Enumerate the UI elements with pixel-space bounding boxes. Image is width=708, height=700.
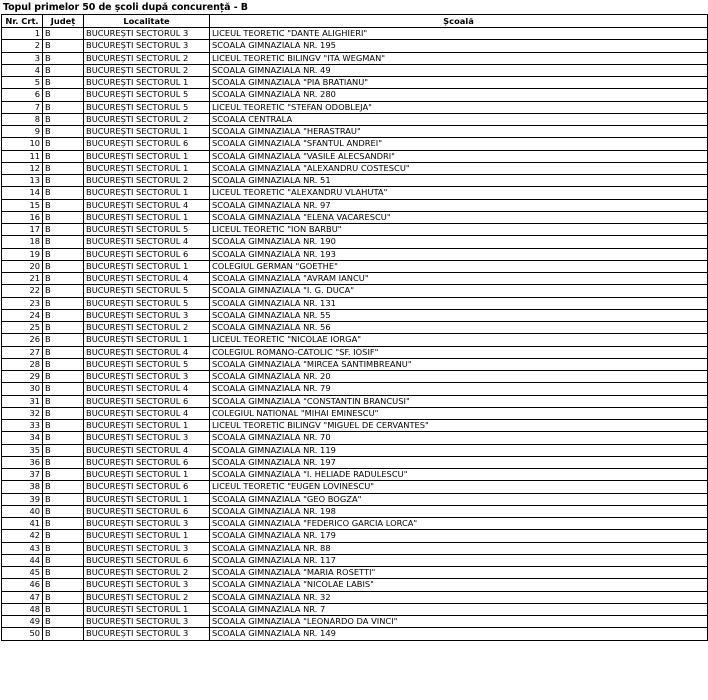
cell-scoala: SCOALA GIMNAZIALA NR. 56 (210, 322, 708, 334)
cell-localitate: BUCUREȘTI SECTORUL 6 (84, 248, 210, 260)
table-row (2, 469, 708, 481)
cell-nr-crt: 35 (2, 444, 43, 456)
cell-scoala: SCOALA CENTRALA (210, 113, 708, 125)
cell-localitate: BUCUREȘTI SECTORUL 2 (84, 567, 210, 579)
cell-judet: B (43, 444, 84, 456)
table-row (2, 616, 708, 628)
header-scoala: Școală (210, 15, 708, 28)
cell-localitate: BUCUREȘTI SECTORUL 3 (84, 628, 210, 640)
cell-scoala: LICEUL TEORETIC BILINGV "ITA WEGMAN" (210, 52, 708, 64)
table-row (2, 175, 708, 187)
cell-nr-crt: 1 (2, 28, 43, 40)
cell-scoala: SCOALA GIMNAZIALA NR. 198 (210, 505, 708, 517)
cell-localitate: BUCUREȘTI SECTORUL 3 (84, 309, 210, 321)
table-row (2, 567, 708, 579)
cell-nr-crt: 15 (2, 199, 43, 211)
cell-judet: B (43, 493, 84, 505)
schools-table (1, 14, 708, 641)
cell-localitate: BUCUREȘTI SECTORUL 1 (84, 260, 210, 272)
cell-localitate: BUCUREȘTI SECTORUL 1 (84, 469, 210, 481)
cell-nr-crt: 45 (2, 567, 43, 579)
cell-nr-crt: 27 (2, 346, 43, 358)
cell-judet: B (43, 273, 84, 285)
cell-nr-crt: 38 (2, 481, 43, 493)
table-row (2, 395, 708, 407)
table-row (2, 322, 708, 334)
cell-scoala: SCOALA GIMNAZIALA "HERASTRAU" (210, 126, 708, 138)
cell-judet: B (43, 248, 84, 260)
cell-judet: B (43, 211, 84, 223)
cell-localitate: BUCUREȘTI SECTORUL 5 (84, 89, 210, 101)
cell-localitate: BUCUREȘTI SECTORUL 3 (84, 579, 210, 591)
table-row (2, 383, 708, 395)
cell-localitate: BUCUREȘTI SECTORUL 2 (84, 322, 210, 334)
cell-localitate: BUCUREȘTI SECTORUL 5 (84, 285, 210, 297)
cell-scoala: SCOALA GIMNAZIALA NR. 49 (210, 64, 708, 76)
cell-scoala: SCOALA GIMNAZIALA NR. 117 (210, 554, 708, 566)
cell-scoala: SCOALA GIMNAZIALA NR. 195 (210, 40, 708, 52)
cell-nr-crt: 29 (2, 371, 43, 383)
table-body (2, 28, 708, 641)
cell-scoala: SCOALA GIMNAZIALA "I. HELIADE RADULESCU" (210, 469, 708, 481)
cell-localitate: BUCUREȘTI SECTORUL 2 (84, 52, 210, 64)
table-row (2, 420, 708, 432)
cell-judet: B (43, 113, 84, 125)
table-row (2, 505, 708, 517)
cell-nr-crt: 37 (2, 469, 43, 481)
cell-judet: B (43, 346, 84, 358)
cell-nr-crt: 16 (2, 211, 43, 223)
cell-judet: B (43, 297, 84, 309)
cell-nr-crt: 49 (2, 616, 43, 628)
cell-nr-crt: 10 (2, 138, 43, 150)
table-row (2, 554, 708, 566)
page-title: Topul primelor 50 de școli după concurență - B (3, 2, 248, 13)
cell-scoala: SCOALA GIMNAZIALA "NICOLAE LABIS" (210, 579, 708, 591)
cell-judet: B (43, 322, 84, 334)
cell-scoala: SCOALA GIMNAZIALA NR. 131 (210, 297, 708, 309)
table-row (2, 113, 708, 125)
cell-localitate: BUCUREȘTI SECTORUL 2 (84, 175, 210, 187)
cell-scoala: LICEUL TEORETIC "ION BARBU" (210, 224, 708, 236)
cell-judet: B (43, 40, 84, 52)
cell-judet: B (43, 432, 84, 444)
cell-nr-crt: 25 (2, 322, 43, 334)
cell-judet: B (43, 309, 84, 321)
cell-nr-crt: 11 (2, 150, 43, 162)
cell-scoala: LICEUL TEORETIC "NICOLAE IORGA" (210, 334, 708, 346)
cell-judet: B (43, 481, 84, 493)
cell-scoala: SCOALA GIMNAZIALA "I. G. DUCA" (210, 285, 708, 297)
table-row (2, 371, 708, 383)
cell-localitate: BUCUREȘTI SECTORUL 3 (84, 518, 210, 530)
table-row (2, 346, 708, 358)
cell-judet: B (43, 224, 84, 236)
cell-scoala: SCOALA GIMNAZIALA NR. 149 (210, 628, 708, 640)
cell-judet: B (43, 407, 84, 419)
cell-localitate: BUCUREȘTI SECTORUL 4 (84, 383, 210, 395)
cell-nr-crt: 40 (2, 505, 43, 517)
cell-localitate: BUCUREȘTI SECTORUL 2 (84, 113, 210, 125)
table-row (2, 224, 708, 236)
cell-judet: B (43, 554, 84, 566)
table-header (2, 15, 708, 28)
cell-nr-crt: 13 (2, 175, 43, 187)
cell-nr-crt: 36 (2, 456, 43, 468)
cell-localitate: BUCUREȘTI SECTORUL 1 (84, 126, 210, 138)
cell-localitate: BUCUREȘTI SECTORUL 6 (84, 395, 210, 407)
cell-scoala: SCOALA GIMNAZIALA "MARIA ROSETTI" (210, 567, 708, 579)
cell-nr-crt: 30 (2, 383, 43, 395)
cell-localitate: BUCUREȘTI SECTORUL 3 (84, 432, 210, 444)
table-row (2, 591, 708, 603)
cell-nr-crt: 21 (2, 273, 43, 285)
cell-nr-crt: 8 (2, 113, 43, 125)
cell-localitate: BUCUREȘTI SECTORUL 5 (84, 101, 210, 113)
cell-localitate: BUCUREȘTI SECTORUL 5 (84, 358, 210, 370)
cell-localitate: BUCUREȘTI SECTORUL 3 (84, 371, 210, 383)
table-row (2, 199, 708, 211)
cell-nr-crt: 32 (2, 407, 43, 419)
cell-scoala: SCOALA GIMNAZIALA NR. 280 (210, 89, 708, 101)
cell-localitate: BUCUREȘTI SECTORUL 1 (84, 420, 210, 432)
table-row (2, 628, 708, 640)
cell-judet: B (43, 187, 84, 199)
cell-localitate: BUCUREȘTI SECTORUL 2 (84, 591, 210, 603)
table-row (2, 334, 708, 346)
cell-scoala: LICEUL TEORETIC BILINGV "MIGUEL DE CERVANTES" (210, 420, 708, 432)
table-row (2, 481, 708, 493)
cell-nr-crt: 47 (2, 591, 43, 603)
table-row (2, 77, 708, 89)
cell-judet: B (43, 199, 84, 211)
table-row (2, 309, 708, 321)
table-row (2, 297, 708, 309)
table-row (2, 579, 708, 591)
cell-judet: B (43, 616, 84, 628)
cell-scoala: SCOALA GIMNAZIALA NR. 20 (210, 371, 708, 383)
cell-judet: B (43, 542, 84, 554)
cell-scoala: SCOALA GIMNAZIALA NR. 70 (210, 432, 708, 444)
cell-judet: B (43, 77, 84, 89)
cell-scoala: SCOALA GIMNAZIALA NR. 79 (210, 383, 708, 395)
cell-judet: B (43, 469, 84, 481)
table-row (2, 358, 708, 370)
cell-judet: B (43, 628, 84, 640)
cell-scoala: LICEUL TEORETIC "STEFAN ODOBLEJA" (210, 101, 708, 113)
header-judet: Județ (43, 15, 84, 28)
cell-scoala: SCOALA GIMNAZIALA "MIRCEA SANTIMBREANU" (210, 358, 708, 370)
table-row (2, 542, 708, 554)
table-row (2, 150, 708, 162)
cell-scoala: SCOALA GIMNAZIALA NR. 193 (210, 248, 708, 260)
cell-nr-crt: 22 (2, 285, 43, 297)
cell-localitate: BUCUREȘTI SECTORUL 1 (84, 211, 210, 223)
cell-nr-crt: 14 (2, 187, 43, 199)
cell-nr-crt: 46 (2, 579, 43, 591)
table-row (2, 236, 708, 248)
table-row (2, 187, 708, 199)
cell-nr-crt: 24 (2, 309, 43, 321)
cell-judet: B (43, 236, 84, 248)
cell-nr-crt: 50 (2, 628, 43, 640)
cell-scoala: SCOALA GIMNAZIALA "SFANTUL ANDREI" (210, 138, 708, 150)
cell-nr-crt: 34 (2, 432, 43, 444)
cell-localitate: BUCUREȘTI SECTORUL 6 (84, 481, 210, 493)
cell-judet: B (43, 334, 84, 346)
cell-scoala: SCOALA GIMNAZIALA "AVRAM IANCU" (210, 273, 708, 285)
table-row (2, 432, 708, 444)
cell-judet: B (43, 260, 84, 272)
cell-judet: B (43, 285, 84, 297)
cell-nr-crt: 31 (2, 395, 43, 407)
cell-judet: B (43, 150, 84, 162)
cell-judet: B (43, 579, 84, 591)
cell-localitate: BUCUREȘTI SECTORUL 6 (84, 554, 210, 566)
cell-nr-crt: 41 (2, 518, 43, 530)
cell-judet: B (43, 456, 84, 468)
cell-localitate: BUCUREȘTI SECTORUL 1 (84, 603, 210, 615)
cell-nr-crt: 42 (2, 530, 43, 542)
cell-nr-crt: 28 (2, 358, 43, 370)
cell-judet: B (43, 567, 84, 579)
cell-judet: B (43, 162, 84, 174)
cell-nr-crt: 7 (2, 101, 43, 113)
cell-nr-crt: 4 (2, 64, 43, 76)
cell-scoala: SCOALA GIMNAZIALA NR. 197 (210, 456, 708, 468)
cell-localitate: BUCUREȘTI SECTORUL 6 (84, 138, 210, 150)
cell-nr-crt: 18 (2, 236, 43, 248)
cell-nr-crt: 26 (2, 334, 43, 346)
cell-scoala: SCOALA GIMNAZIALA NR. 32 (210, 591, 708, 603)
cell-scoala: SCOALA GIMNAZIALA "VASILE ALECSANDRI" (210, 150, 708, 162)
cell-judet: B (43, 420, 84, 432)
table-row (2, 101, 708, 113)
cell-judet: B (43, 603, 84, 615)
cell-localitate: BUCUREȘTI SECTORUL 4 (84, 236, 210, 248)
table-row (2, 518, 708, 530)
cell-nr-crt: 5 (2, 77, 43, 89)
cell-scoala: SCOALA GIMNAZIALA "ALEXANDRU COSTESCU" (210, 162, 708, 174)
cell-scoala: SCOALA GIMNAZIALA NR. 179 (210, 530, 708, 542)
cell-localitate: BUCUREȘTI SECTORUL 1 (84, 162, 210, 174)
table-row (2, 493, 708, 505)
table-row (2, 52, 708, 64)
table-row (2, 28, 708, 40)
cell-localitate: BUCUREȘTI SECTORUL 4 (84, 199, 210, 211)
cell-localitate: BUCUREȘTI SECTORUL 1 (84, 187, 210, 199)
cell-judet: B (43, 395, 84, 407)
cell-nr-crt: 9 (2, 126, 43, 138)
cell-localitate: BUCUREȘTI SECTORUL 1 (84, 334, 210, 346)
cell-judet: B (43, 358, 84, 370)
cell-judet: B (43, 28, 84, 40)
cell-nr-crt: 17 (2, 224, 43, 236)
cell-scoala: SCOALA GIMNAZIALA NR. 88 (210, 542, 708, 554)
cell-scoala: SCOALA GIMNAZIALA "ELENA VACARESCU" (210, 211, 708, 223)
cell-nr-crt: 39 (2, 493, 43, 505)
cell-localitate: BUCUREȘTI SECTORUL 4 (84, 346, 210, 358)
cell-localitate: BUCUREȘTI SECTORUL 3 (84, 542, 210, 554)
cell-localitate: BUCUREȘTI SECTORUL 4 (84, 273, 210, 285)
cell-scoala: SCOALA GIMNAZIALA NR. 119 (210, 444, 708, 456)
cell-scoala: COLEGIUL NATIONAL "MIHAI EMINESCU" (210, 407, 708, 419)
cell-scoala: SCOALA GIMNAZIALA NR. 97 (210, 199, 708, 211)
cell-scoala: SCOALA GIMNAZIALA NR. 7 (210, 603, 708, 615)
cell-localitate: BUCUREȘTI SECTORUL 1 (84, 77, 210, 89)
header-row (2, 15, 708, 28)
cell-judet: B (43, 126, 84, 138)
cell-scoala: LICEUL TEORETIC "ALEXANDRU VLAHUTA" (210, 187, 708, 199)
cell-scoala: SCOALA GIMNAZIALA "CONSTANTIN BRANCUSI" (210, 395, 708, 407)
table-row (2, 138, 708, 150)
cell-judet: B (43, 371, 84, 383)
cell-scoala: COLEGIUL ROMANO-CATOLIC "SF. IOSIF" (210, 346, 708, 358)
cell-judet: B (43, 138, 84, 150)
cell-localitate: BUCUREȘTI SECTORUL 6 (84, 505, 210, 517)
cell-scoala: SCOALA GIMNAZIALA NR. 55 (210, 309, 708, 321)
cell-judet: B (43, 175, 84, 187)
cell-nr-crt: 3 (2, 52, 43, 64)
cell-scoala: LICEUL TEORETIC "DANTE ALIGHIERI" (210, 28, 708, 40)
table-row (2, 126, 708, 138)
cell-localitate: BUCUREȘTI SECTORUL 4 (84, 407, 210, 419)
cell-nr-crt: 44 (2, 554, 43, 566)
cell-judet: B (43, 518, 84, 530)
cell-nr-crt: 48 (2, 603, 43, 615)
cell-nr-crt: 2 (2, 40, 43, 52)
cell-judet: B (43, 505, 84, 517)
cell-localitate: BUCUREȘTI SECTORUL 5 (84, 297, 210, 309)
table-row (2, 603, 708, 615)
cell-scoala: SCOALA GIMNAZIALA "GEO BOGZA" (210, 493, 708, 505)
cell-scoala: SCOALA GIMNAZIALA "FEDERICO GARCIA LORCA" (210, 518, 708, 530)
cell-judet: B (43, 383, 84, 395)
table-row (2, 407, 708, 419)
cell-judet: B (43, 64, 84, 76)
cell-nr-crt: 33 (2, 420, 43, 432)
table-row (2, 285, 708, 297)
table-row (2, 211, 708, 223)
cell-nr-crt: 23 (2, 297, 43, 309)
cell-localitate: BUCUREȘTI SECTORUL 3 (84, 40, 210, 52)
cell-nr-crt: 6 (2, 89, 43, 101)
cell-scoala: COLEGIUL GERMAN "GOETHE" (210, 260, 708, 272)
cell-scoala: SCOALA GIMNAZIALA NR. 190 (210, 236, 708, 248)
cell-scoala: LICEUL TEORETIC "EUGEN LOVINESCU" (210, 481, 708, 493)
table-row (2, 444, 708, 456)
cell-localitate: BUCUREȘTI SECTORUL 2 (84, 64, 210, 76)
cell-localitate: BUCUREȘTI SECTORUL 5 (84, 224, 210, 236)
cell-localitate: BUCUREȘTI SECTORUL 1 (84, 493, 210, 505)
table-row (2, 456, 708, 468)
cell-localitate: BUCUREȘTI SECTORUL 1 (84, 150, 210, 162)
cell-scoala: SCOALA GIMNAZIALA "LEONARDO DA VINCI" (210, 616, 708, 628)
cell-nr-crt: 43 (2, 542, 43, 554)
cell-nr-crt: 19 (2, 248, 43, 260)
table-row (2, 40, 708, 52)
table-row (2, 64, 708, 76)
cell-localitate: BUCUREȘTI SECTORUL 3 (84, 616, 210, 628)
cell-nr-crt: 12 (2, 162, 43, 174)
cell-judet: B (43, 89, 84, 101)
cell-scoala: SCOALA GIMNAZIALA NR. 51 (210, 175, 708, 187)
table-row (2, 273, 708, 285)
cell-judet: B (43, 591, 84, 603)
table-row (2, 260, 708, 272)
table-row (2, 530, 708, 542)
cell-judet: B (43, 530, 84, 542)
cell-nr-crt: 20 (2, 260, 43, 272)
header-localitate: Localitate (84, 15, 210, 28)
table-row (2, 162, 708, 174)
cell-judet: B (43, 52, 84, 64)
cell-scoala: SCOALA GIMNAZIALA "PIA BRATIANU" (210, 77, 708, 89)
cell-localitate: BUCUREȘTI SECTORUL 6 (84, 456, 210, 468)
table-row (2, 89, 708, 101)
cell-localitate: BUCUREȘTI SECTORUL 1 (84, 530, 210, 542)
cell-localitate: BUCUREȘTI SECTORUL 3 (84, 28, 210, 40)
header-nr-crt: Nr. Crt. (2, 15, 43, 28)
cell-localitate: BUCUREȘTI SECTORUL 4 (84, 444, 210, 456)
cell-judet: B (43, 101, 84, 113)
table-row (2, 248, 708, 260)
